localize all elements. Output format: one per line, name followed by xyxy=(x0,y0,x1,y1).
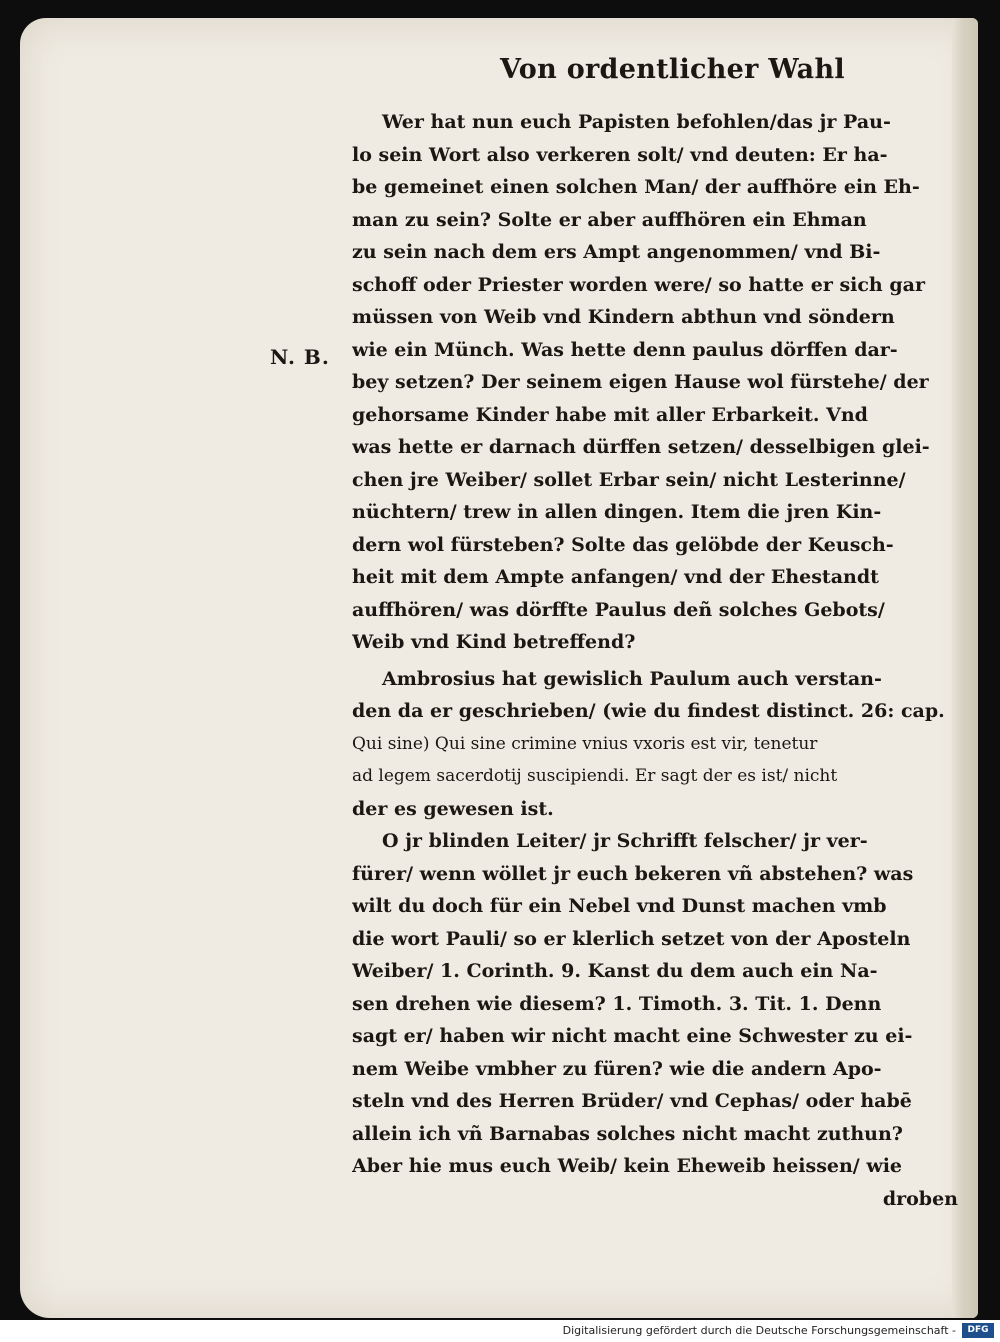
text-line: schoff oder Priester worden were/ so hatte er sich gar xyxy=(352,273,925,296)
text-line: O jr blinden Leiter/ jr Schrifft felscher/ jr ver- xyxy=(382,830,868,852)
dfg-logo: DFG xyxy=(962,1323,994,1338)
text-line: den da er geschrieben/ (wie du findest distinct. 26: cap. xyxy=(352,700,945,722)
running-head: Von ordentlicher Wahl xyxy=(500,54,845,85)
text-line: nem Weibe vmbher zu füren? wie die andern Apo- xyxy=(352,1057,882,1080)
text-line: Weiber/ 1. Corinth. 9. Kanst du dem auch ein Na- xyxy=(352,960,878,982)
text-line: müssen von Weib vnd Kindern abthun vnd söndern xyxy=(352,306,895,328)
text-line: nüchtern/ trew in allen dingen. Item die jren Kin- xyxy=(352,501,882,523)
text-line: wie ein Münch. Was hette denn paulus dörffen dar- xyxy=(352,338,898,361)
text-line-latin: Qui sine) Qui sine crimine vnius vxoris est vir, tenetur xyxy=(352,733,818,754)
text-line: be gemeinet einen solchen Man/ der auffhöre ein Eh- xyxy=(352,176,920,198)
funding-credit: Digitalisierung gefördert durch die Deutsche Forschungsgemeinschaft - xyxy=(562,1324,956,1337)
text-line: die wort Pauli/ so er klerlich setzet von der Aposteln xyxy=(352,927,911,950)
text-line: Weib vnd Kind betreffend? xyxy=(352,631,636,653)
text-line: lo sein Wort also verkeren solt/ vnd deuten: Er ha- xyxy=(352,143,888,166)
text-line: heit mit dem Ampte anfangen/ vnd der Ehestandt xyxy=(352,566,879,588)
margin-note: N. B. xyxy=(270,345,330,369)
text-line: der es gewesen ist. xyxy=(352,797,554,820)
text-line: auffhören/ was dörffte Paulus deñ solches Gebots/ xyxy=(352,598,885,621)
footer-bar xyxy=(0,1320,1000,1342)
text-line: wilt du doch für ein Nebel vnd Dunst machen vmb xyxy=(352,895,887,917)
text-line: allein ich vñ Barnabas solches nicht macht zuthun? xyxy=(352,1122,903,1145)
text-line: sen drehen wie diesem? 1. Timoth. 3. Tit. 1. Denn xyxy=(352,992,882,1015)
text-line: gehorsame Kinder habe mit aller Erbarkeit. Vnd xyxy=(352,403,868,426)
text-line: Wer hat nun euch Papisten befohlen/das jr Pau- xyxy=(382,111,891,133)
text-line: steln vnd des Herren Brüder/ vnd Cephas/ oder habē xyxy=(352,1090,912,1112)
text-line: sagt er/ haben wir nicht macht eine Schwester zu ei- xyxy=(352,1025,913,1047)
text-line: Aber hie mus euch Weib/ kein Eheweib heissen/ wie xyxy=(352,1155,903,1177)
text-line: dern wol fürsteben? Solte das gelöbde der Keusch- xyxy=(352,533,894,556)
text-line: bey setzen? Der seinem eigen Hause wol fürstehe/ der xyxy=(352,371,929,393)
text-line: Ambrosius hat gewislich Paulum auch verstan- xyxy=(382,667,882,690)
text-line-latin: ad legem sacerdotij suscipiendi. Er sagt der es ist/ nicht xyxy=(352,766,838,786)
text-line: fürer/ wenn wöllet jr euch bekeren vñ abstehen? was xyxy=(352,862,914,885)
body-text xyxy=(352,106,958,1215)
text-line: was hette er darnach dürffen setzen/ desselbigen glei- xyxy=(352,436,930,458)
text-line: man zu sein? Solte er aber auffhören ein Ehman xyxy=(352,208,867,231)
text-line: zu sein nach dem ers Ampt angenommen/ vnd Bi- xyxy=(352,241,881,263)
text-line: chen jre Weiber/ sollet Erbar sein/ nicht Lesterinne/ xyxy=(352,468,906,491)
catchword: droben xyxy=(882,1187,958,1210)
